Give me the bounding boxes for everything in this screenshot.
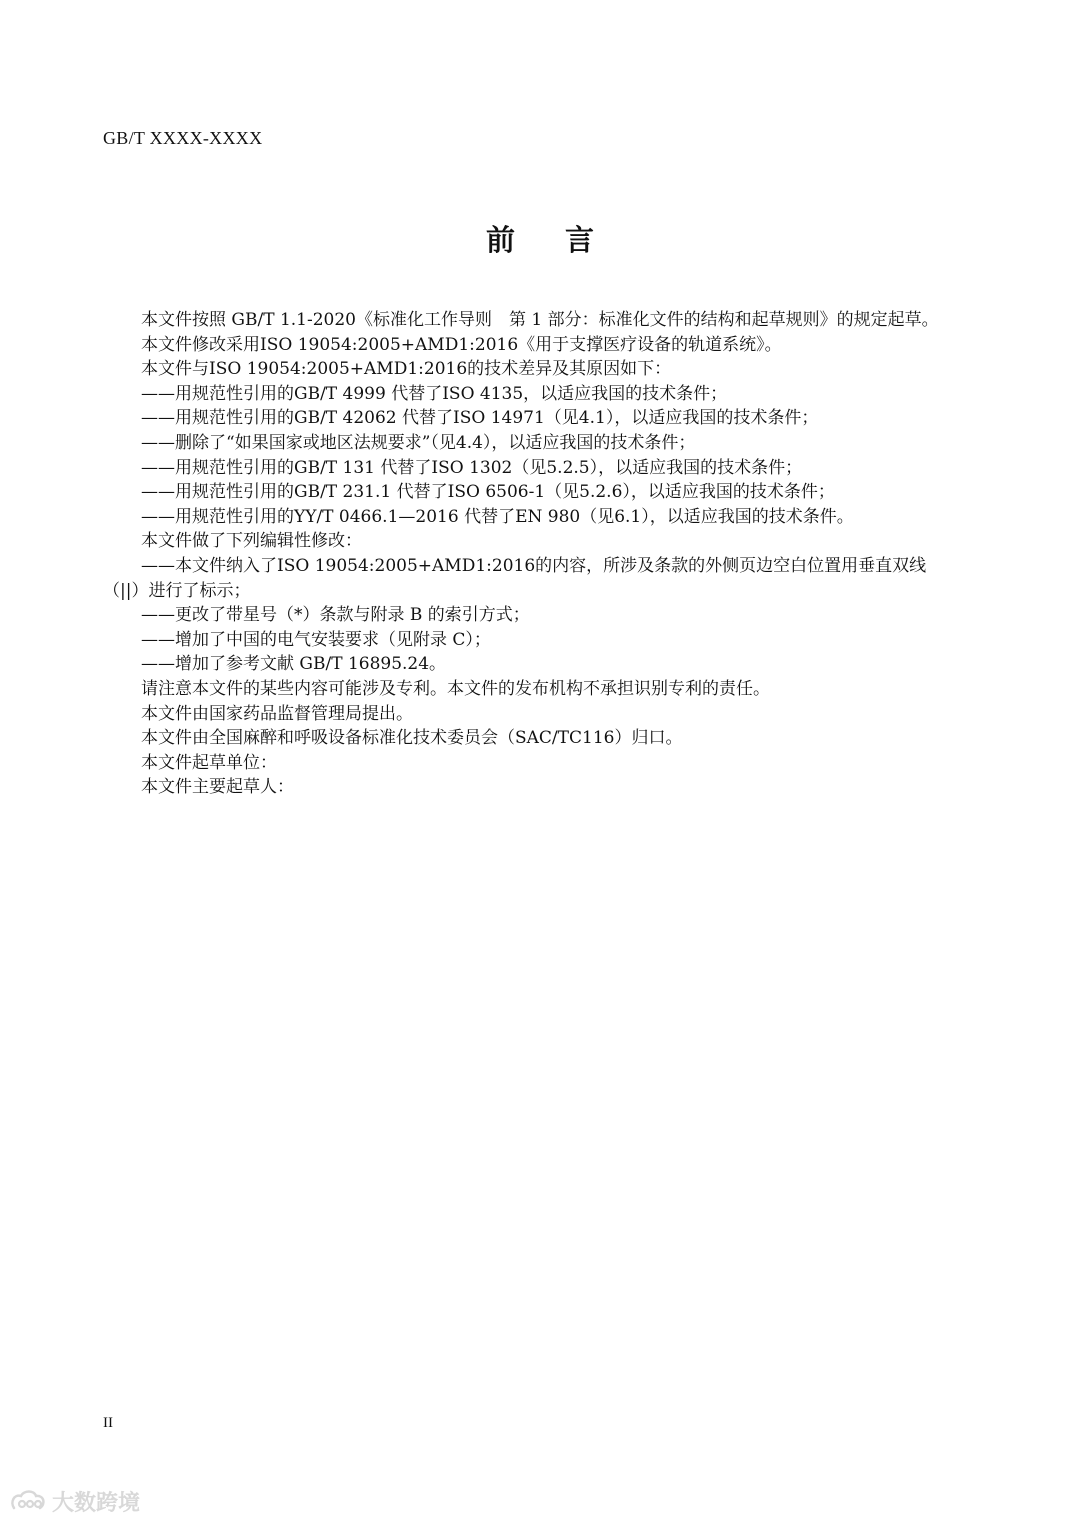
title-char-1: 前 [485,223,515,257]
watermark-text: 大数跨境 [52,1491,141,1516]
paragraph: 本文件按照 GB/T 1.1-2020《标准化工作导则 第 1 部分：标准化文件的结构和起草规则》的规定起草。 [141,310,939,330]
list-item: ——更改了带星号（*）条款与附录 B 的索引方式； [141,605,530,626]
page-title [0,218,1080,259]
paragraph: 本文件起草单位： [141,752,277,773]
paragraph: 本文件与ISO 19054:2005+AMD1:2016的技术差异及其原因如下： [141,359,672,380]
foreword-body [103,308,963,800]
list-item: ——用规范性引用的GB/T 4999 代替了ISO 4135，以适应我国的技术条件； [141,383,728,404]
title-char-2: 言 [565,223,595,257]
watermark [8,1486,140,1517]
paragraph: 本文件修改采用ISO 19054:2005+AMD1:2016《用于支撑医疗设备的轨道系统》。 [141,334,782,355]
list-item: ——本文件纳入了ISO 19054:2005+AMD1:2016的内容，所涉及条款的外侧页边空白位置用垂直双线（||）进行了标示； [103,555,927,601]
paragraph: 本文件由国家药品监督管理局提出。 [141,703,413,724]
list-item: ——用规范性引用的GB/T 42062 代替了ISO 14971（见4.1），以适应我国的技术条件； [141,408,819,429]
standard-code: GB/T XXXX-XXXX [103,128,263,148]
paragraph: 本文件主要起草人： [141,777,294,798]
paragraph: 请注意本文件的某些内容可能涉及专利。本文件的发布机构不承担识别专利的责任。 [141,678,770,699]
paragraph: 本文件由全国麻醉和呼吸设备标准化技术委员会（SAC/TC116）归口。 [141,728,683,749]
paragraph: 本文件做了下列编辑性修改： [141,531,362,552]
page-number: II [103,1415,113,1431]
list-item: ——用规范性引用的GB/T 231.1 代替了ISO 6506-1（见5.2.6），以适应我国的技术条件； [141,482,835,503]
list-item: ——增加了参考文献 GB/T 16895.24。 [141,654,447,675]
list-item: ——用规范性引用的GB/T 131 代替了ISO 1302（见5.2.5），以适应我国的技术条件； [141,457,803,478]
logo-icon [8,1488,48,1516]
list-item: ——删除了“如果国家或地区法规要求”（见4.4），以适应我国的技术条件； [141,432,696,453]
list-item: ——增加了中国的电气安装要求（见附录 C）； [141,629,491,650]
list-item: ——用规范性引用的YY/T 0466.1—2016 代替了EN 980（见6.1），以适应我国的技术条件。 [141,506,854,527]
